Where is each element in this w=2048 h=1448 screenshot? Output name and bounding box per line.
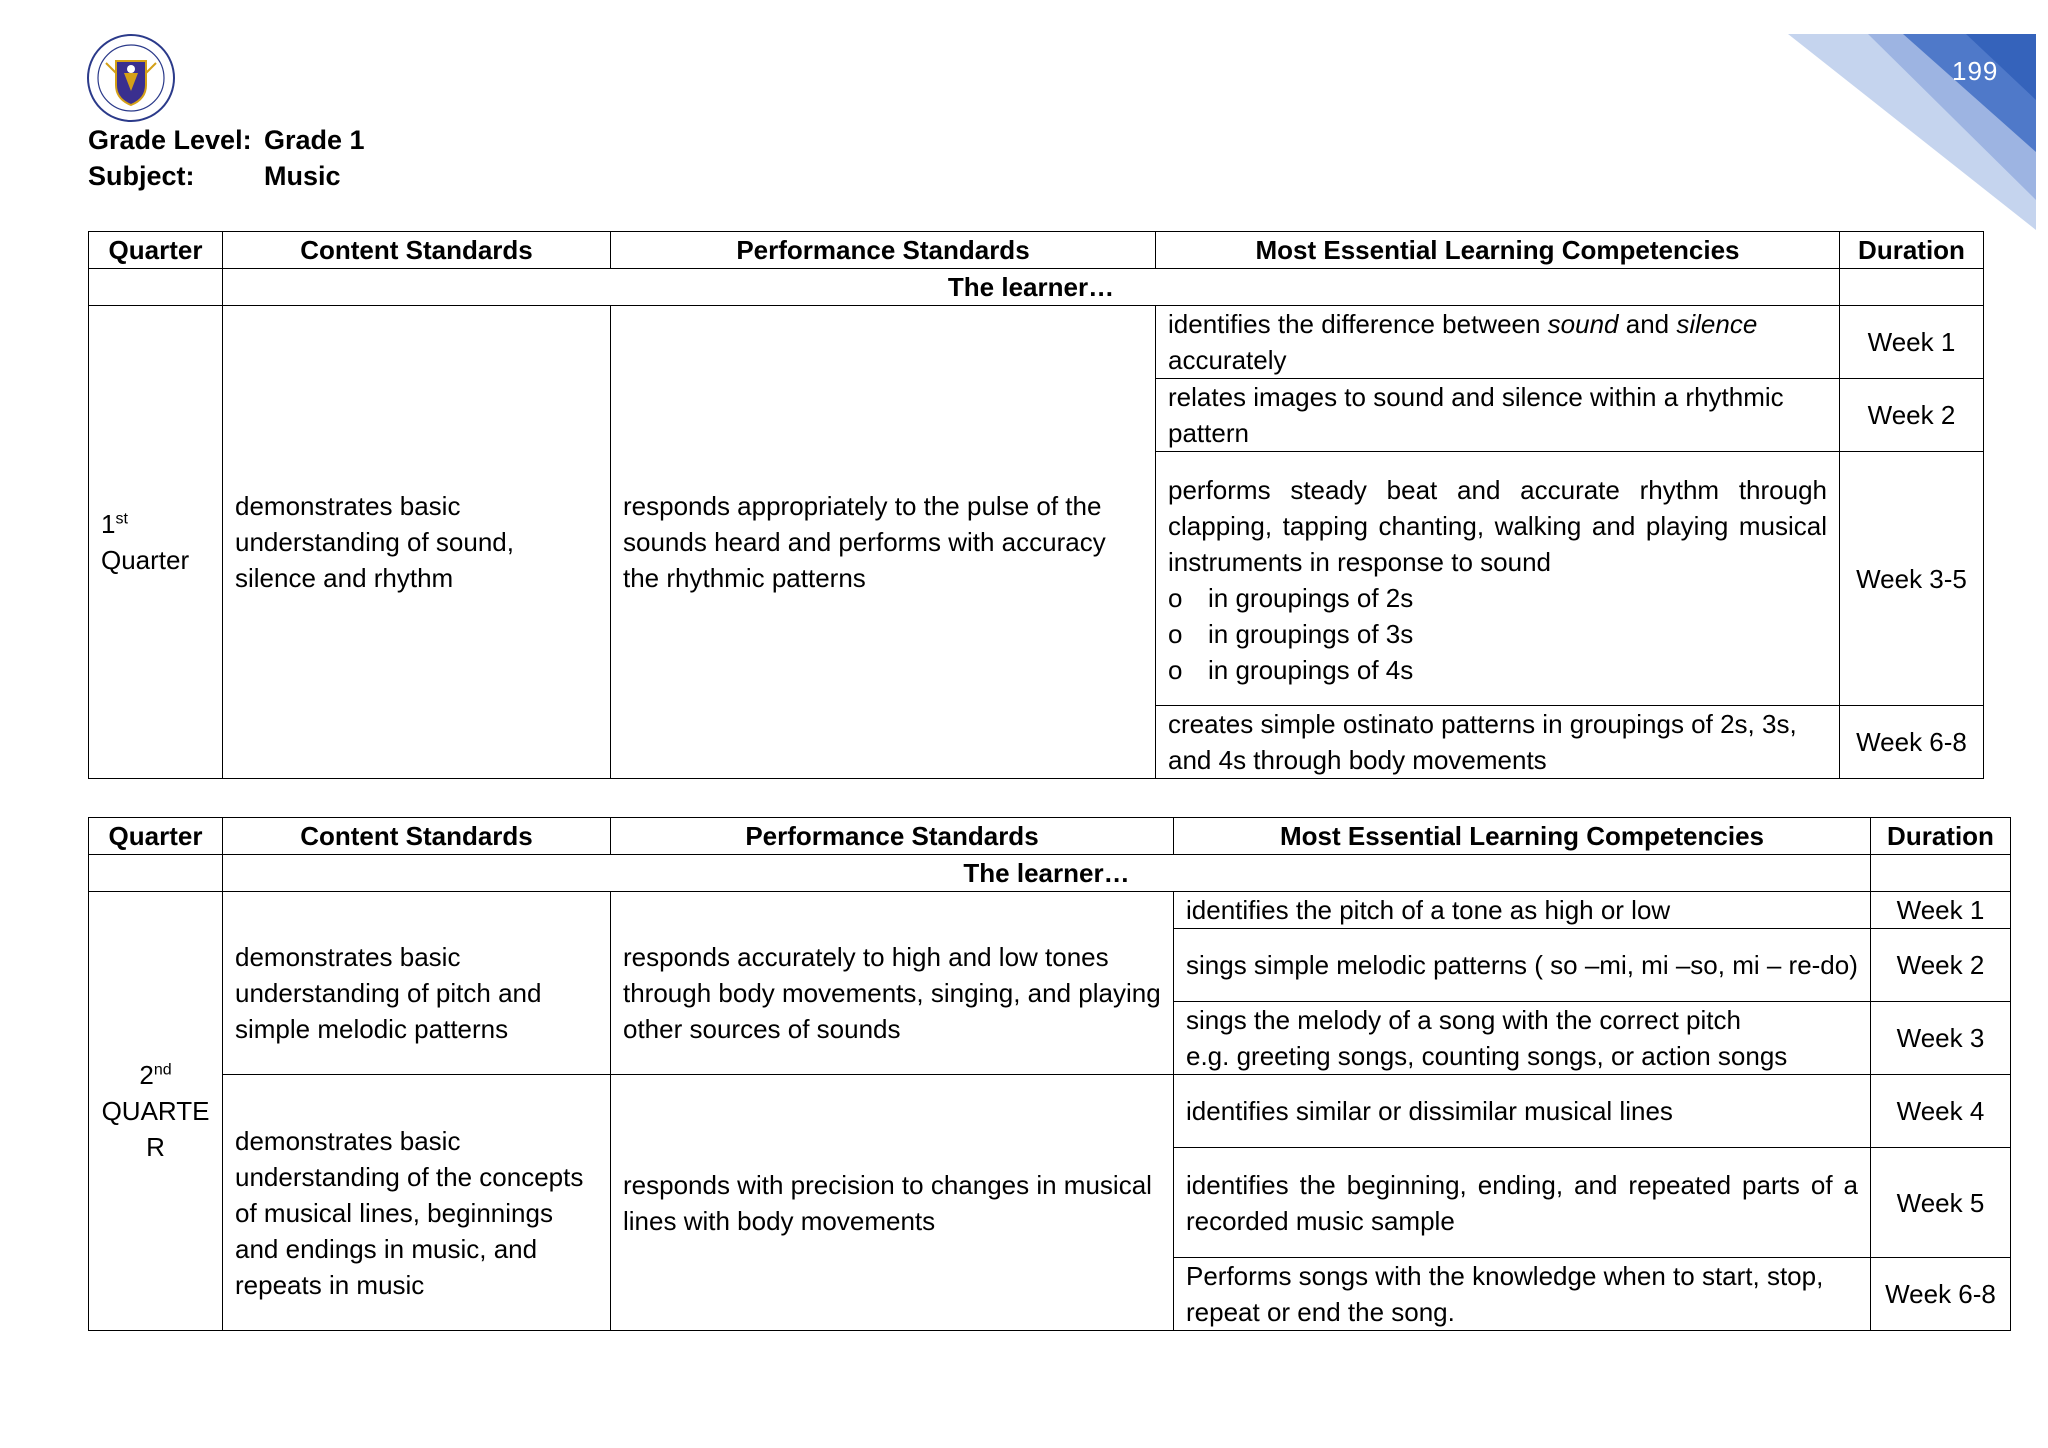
competency-cell: identifies the pitch of a tone as high or low — [1174, 892, 1871, 929]
content-standard-cell: demonstrates basic understanding of pitch and simple melodic patterns — [223, 892, 611, 1075]
learner-row — [89, 855, 2011, 892]
learner-row — [89, 269, 1984, 306]
content-standard-cell: demonstrates basic understanding of sound, silence and rhythm — [223, 306, 611, 779]
table-header-row — [89, 818, 2011, 855]
subject-row — [88, 158, 365, 194]
competency-cell: identifies the beginning, ending, and repeated parts of a recorded music sample — [1174, 1148, 1871, 1258]
duration-cell: Week 1 — [1840, 306, 1984, 379]
performance-standard-cell: responds accurately to high and low tones through body movements, singing, and playing other sources of sounds — [611, 892, 1174, 1075]
duration-cell: Week 3-5 — [1840, 452, 1984, 706]
competency-cell: performs steady beat and accurate rhythm through clapping, tapping chanting, walking and playing musical instruments in response to sound o in groupings of 2s o in groupings of 3s o in groupings of 4s — [1156, 452, 1840, 706]
duration-cell: Week 3 — [1871, 1002, 2011, 1075]
document-header — [88, 122, 365, 194]
quarter-1-table — [88, 231, 1984, 779]
col-performance-header: Performance Standards — [611, 232, 1156, 269]
list-item: o in groupings of 2s — [1168, 583, 1414, 613]
list-item: o in groupings of 4s — [1168, 655, 1414, 685]
competency-cell: sings simple melodic patterns ( so –mi, mi –so, mi – re-do) — [1174, 929, 1871, 1002]
subject-value: Music — [264, 161, 341, 191]
duration-cell: Week 6-8 — [1871, 1258, 2011, 1331]
col-competencies-header: Most Essential Learning Competencies — [1156, 232, 1840, 269]
deped-seal-logo — [86, 33, 176, 123]
col-content-header: Content Standards — [223, 818, 611, 855]
page-number: 199 — [1952, 56, 1999, 86]
col-quarter-header: Quarter — [89, 818, 223, 855]
quarter-cell: 2nd QUARTER — [89, 892, 223, 1331]
competency-cell: identifies the difference between sound and silence accurately — [1156, 306, 1840, 379]
competency-cell: creates simple ostinato patterns in groupings of 2s, 3s, and 4s through body movements — [1156, 706, 1840, 779]
subject-label: Subject: — [88, 161, 195, 191]
col-quarter-header: Quarter — [89, 232, 223, 269]
empty-cell — [1871, 855, 2011, 892]
empty-cell — [89, 269, 223, 306]
learner-label: The learner… — [223, 855, 1871, 892]
duration-cell: Week 2 — [1840, 379, 1984, 452]
competency-cell: sings the melody of a song with the correct pitch e.g. greeting songs, counting songs, or action songs — [1174, 1002, 1871, 1075]
col-duration-header: Duration — [1871, 818, 2011, 855]
col-duration-header: Duration — [1840, 232, 1984, 269]
grade-level-label: Grade Level: — [88, 125, 252, 155]
list-item: o in groupings of 3s — [1168, 619, 1414, 649]
content-standard-cell: demonstrates basic understanding of the concepts of musical lines, beginnings and endings in music, and repeats in music — [223, 1075, 611, 1331]
col-competencies-header: Most Essential Learning Competencies — [1174, 818, 1871, 855]
learner-label: The learner… — [223, 269, 1840, 306]
performance-standard-cell: responds appropriately to the pulse of the sounds heard and performs with accuracy the rhythmic patterns — [611, 306, 1156, 779]
grade-level-row — [88, 122, 365, 158]
competency-cell: identifies similar or dissimilar musical lines — [1174, 1075, 1871, 1148]
duration-cell: Week 5 — [1871, 1148, 2011, 1258]
empty-cell — [89, 855, 223, 892]
empty-cell — [1840, 269, 1984, 306]
duration-cell: Week 1 — [1871, 892, 2011, 929]
table-row — [89, 892, 2011, 929]
competency-cell: Performs songs with the knowledge when to start, stop, repeat or end the song. — [1174, 1258, 1871, 1331]
grade-level-value: Grade 1 — [264, 125, 365, 155]
grouping-list — [1168, 580, 1827, 688]
duration-cell: Week 6-8 — [1840, 706, 1984, 779]
quarter-cell: 1st Quarter — [89, 306, 223, 779]
duration-cell: Week 4 — [1871, 1075, 2011, 1148]
table-row — [89, 306, 1984, 379]
quarter-2-table — [88, 817, 2011, 1331]
duration-cell: Week 2 — [1871, 929, 2011, 1002]
table-row — [89, 1075, 2011, 1148]
table-header-row — [89, 232, 1984, 269]
performance-standard-cell: responds with precision to changes in musical lines with body movements — [611, 1075, 1174, 1331]
col-performance-header: Performance Standards — [611, 818, 1174, 855]
competency-cell: relates images to sound and silence within a rhythmic pattern — [1156, 379, 1840, 452]
col-content-header: Content Standards — [223, 232, 611, 269]
corner-decoration — [1728, 0, 2048, 240]
